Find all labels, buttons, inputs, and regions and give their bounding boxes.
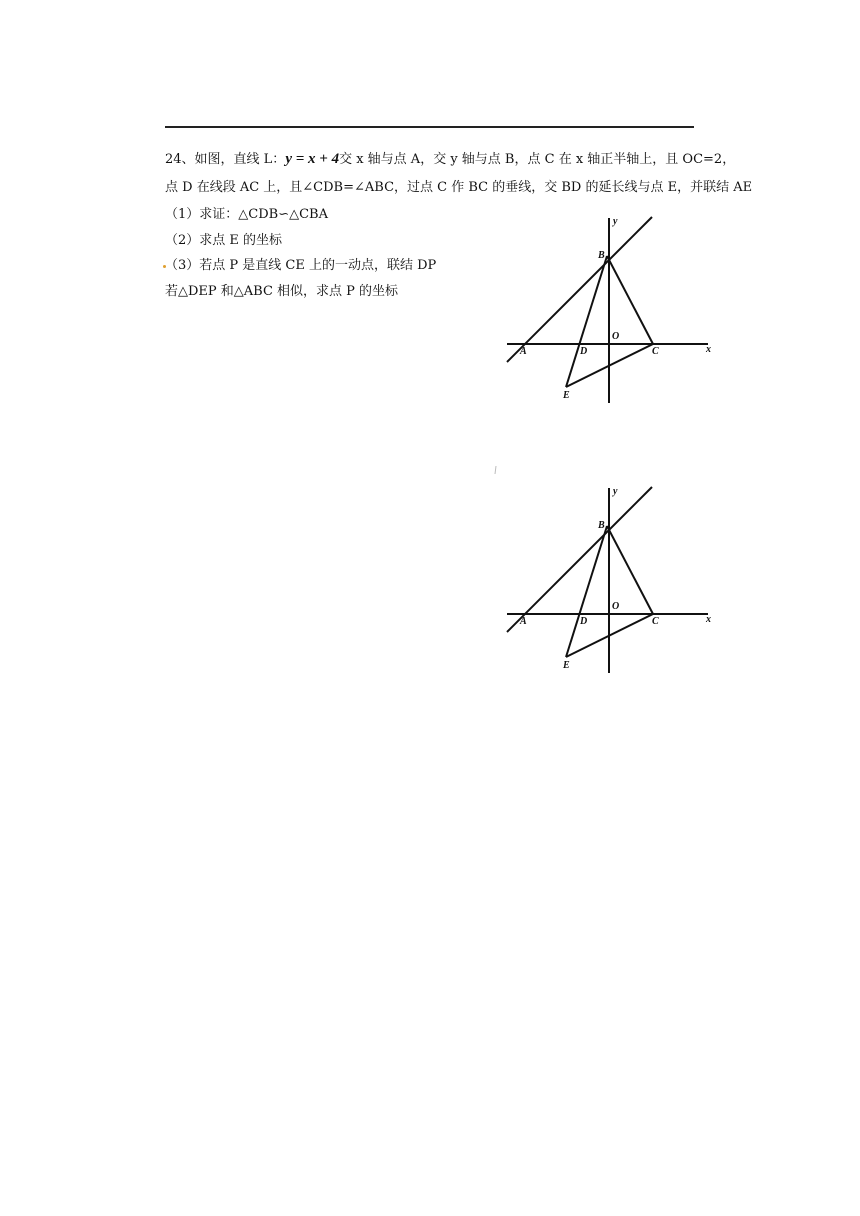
question-1: （1）求证：△CDB∽△CBA	[165, 207, 328, 222]
line-l	[507, 487, 652, 632]
scan-mark	[495, 466, 496, 474]
label-b: B	[598, 250, 605, 261]
label-x: x	[706, 614, 711, 625]
question-3: （3）若点 P 是直线 CE 上的一动点，联结 DP	[165, 258, 437, 273]
label-o: O	[612, 331, 620, 342]
line-equation: y = x + 4	[285, 151, 340, 167]
label-c: C	[652, 616, 659, 627]
label-a: A	[520, 346, 527, 357]
geometry-figure-2	[490, 460, 720, 680]
label-y: y	[613, 216, 618, 227]
segment-bd	[566, 256, 607, 387]
label-d: D	[580, 616, 588, 627]
label-e: E	[563, 660, 570, 671]
label-c: C	[652, 346, 659, 357]
segment-bd	[566, 526, 607, 657]
problem-conditions: 交 x 轴与点 A，交 y 轴与点 B，点 C 在 x 轴正半轴上，且 OC=2，	[339, 152, 736, 167]
question-3-continued: 若△DEP 和△ABC 相似，求点 P 的坐标	[165, 284, 399, 299]
label-b: B	[598, 520, 605, 531]
label-x: x	[706, 344, 711, 355]
geometry-figure-1	[500, 210, 720, 410]
line-l	[507, 217, 652, 362]
label-a: A	[520, 616, 527, 627]
label-o: O	[612, 601, 620, 612]
header-rule	[165, 126, 694, 128]
problem-line-1	[165, 151, 735, 168]
label-y: y	[613, 486, 618, 497]
problem-line-2: 点 D 在线段 AC 上，且∠CDB=∠ABC，过点 C 作 BC 的垂线，交 BD 的延长线与点 E，并联结 AE	[165, 180, 753, 195]
label-d: D	[580, 346, 588, 357]
label-e: E	[563, 390, 570, 401]
question-2: （2）求点 E 的坐标	[165, 233, 283, 248]
problem-intro: 24、如图，直线 L：	[165, 152, 286, 167]
